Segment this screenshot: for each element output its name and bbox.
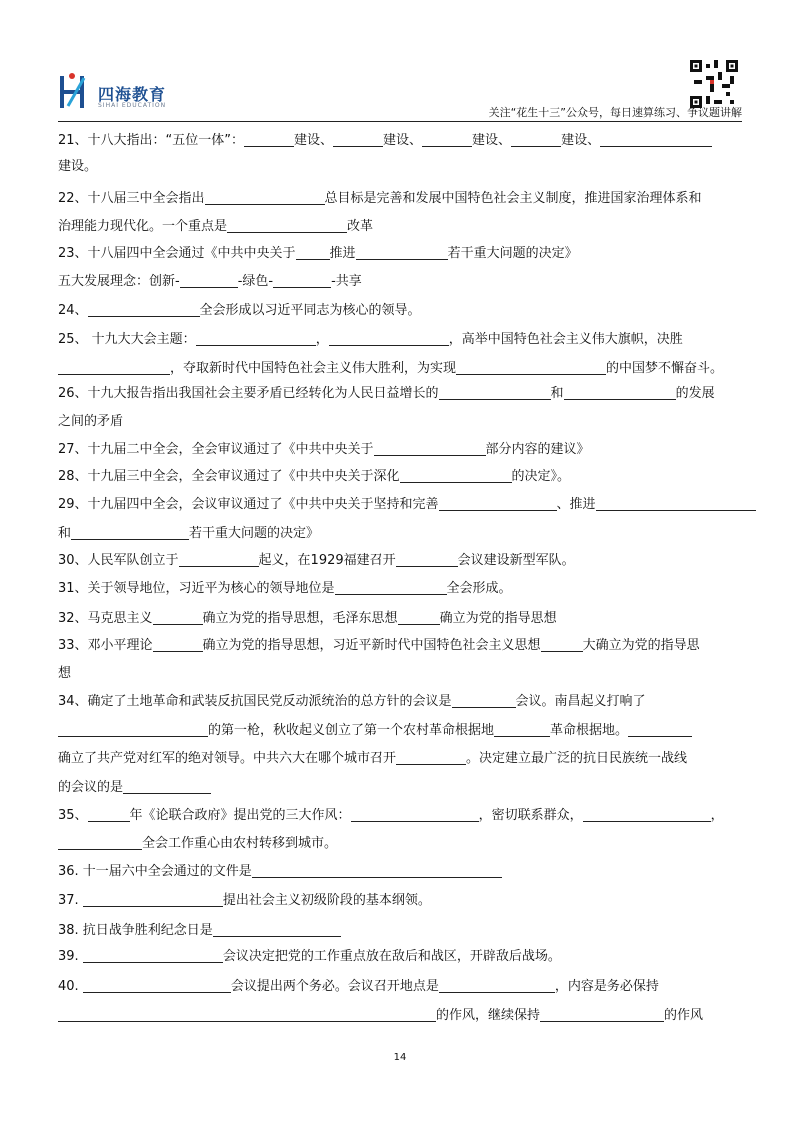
question-text: 29、十九届四中全会，会议审议通过了《中共中央关于坚持和完善: [58, 497, 439, 512]
question-text: 38. 抗日战争胜利纪念日是: [58, 923, 213, 938]
question-text: ，: [315, 332, 329, 347]
answer-blank[interactable]: [541, 636, 583, 652]
question-text: ，高举中国特色社会主义伟大旗帜，决胜: [448, 332, 683, 347]
answer-blank[interactable]: [351, 806, 479, 822]
question-text: 确立为党的指导思想: [439, 611, 557, 626]
question-text: 全会形成以习近平同志为核心的领导。: [199, 303, 421, 318]
question-text: 建设。: [58, 159, 98, 174]
answer-blank[interactable]: [58, 1006, 436, 1022]
question-line: [58, 829, 337, 858]
question-text: 的作风: [664, 1008, 704, 1023]
question-text: 总目标是完善和发展中国特色社会主义制度，推进国家治理体系和: [324, 191, 702, 206]
answer-blank[interactable]: [540, 1006, 664, 1022]
answer-blank[interactable]: [88, 806, 130, 822]
question-text: 年《论联合政府》提出党的三大作风：: [129, 808, 351, 823]
question-line: [58, 126, 712, 155]
question-text: 和: [58, 526, 72, 541]
question-text: 提出社会主义初级阶段的基本纲领。: [222, 893, 431, 908]
question-text: 35、: [58, 808, 88, 823]
question-text: 确立了共产党对红军的绝对领导。中共六大在哪个城市召开: [58, 751, 397, 766]
answer-blank[interactable]: [58, 834, 142, 850]
answer-blank[interactable]: [335, 579, 447, 595]
company-logo: [58, 72, 198, 112]
question-text: 36. 十一届六中全会通过的文件是: [58, 864, 252, 879]
answer-blank[interactable]: [296, 244, 330, 260]
page-number: 14: [393, 1052, 407, 1063]
answer-blank[interactable]: [439, 384, 551, 400]
question-text: 建设、: [383, 133, 423, 148]
question-text: 的决定》。: [511, 469, 571, 484]
answer-blank[interactable]: [396, 551, 458, 567]
question-text: 22、十八届三中全会指出: [58, 191, 205, 206]
question-text: 28、十九届三中全会，全会审议通过了《中共中央关于深化: [58, 469, 400, 484]
question-text: 大确立为党的指导思: [582, 638, 700, 653]
answer-blank[interactable]: [329, 330, 449, 346]
question-line: [58, 801, 724, 830]
question-text: 26、十九大报告指出我国社会主要矛盾已经转化为人民日益增长的: [58, 386, 439, 401]
question-text: 全会工作重心由农村转移到城市。: [142, 836, 338, 851]
question-text: 全会形成。: [446, 581, 512, 596]
question-text: ，: [710, 808, 724, 823]
question-text: -绿色-: [237, 274, 274, 289]
question-text: 27、十九届二中全会，全会审议通过了《中共中央关于: [58, 442, 374, 457]
question-line: [58, 546, 575, 575]
question-text: ，夺取新时代中国特色社会主义伟大胜利，为实现: [170, 361, 457, 376]
answer-blank[interactable]: [58, 359, 170, 375]
question-line: [58, 212, 373, 241]
question-text: 建设、: [561, 133, 601, 148]
answer-blank[interactable]: [422, 131, 472, 147]
answer-blank[interactable]: [71, 524, 189, 540]
header-divider: [58, 121, 742, 122]
question-line: [58, 184, 702, 213]
question-text: 会议决定把党的工作重点放在敌后和战区，开辟敌后战场。: [222, 949, 561, 964]
logo-mark-icon: [58, 72, 94, 112]
answer-blank[interactable]: [83, 947, 223, 963]
page-header: [58, 0, 742, 126]
question-text: 的作风，继续保持: [436, 1008, 541, 1023]
answer-blank[interactable]: [456, 359, 606, 375]
question-line: [58, 687, 646, 716]
answer-blank[interactable]: [205, 189, 325, 205]
question-line: [58, 490, 756, 519]
question-line: [58, 744, 687, 773]
answer-blank[interactable]: [596, 495, 756, 511]
answer-blank[interactable]: [123, 778, 211, 794]
question-line: [58, 631, 700, 660]
question-text: 若干重大问题的决定》: [447, 246, 578, 261]
question-line: [58, 407, 123, 436]
question-line: [58, 267, 362, 296]
answer-blank[interactable]: [227, 217, 347, 233]
answer-blank[interactable]: [564, 384, 676, 400]
question-text: 部分内容的建议》: [485, 442, 590, 457]
question-text: 治理能力现代化。一个重点是: [58, 219, 228, 234]
question-text: 、推进: [556, 497, 596, 512]
question-line: [58, 916, 341, 945]
question-text: 革命根据地。: [550, 723, 629, 738]
answer-blank[interactable]: [213, 921, 341, 937]
question-line: [58, 1001, 703, 1030]
question-line: [58, 152, 97, 181]
question-text: 37.: [58, 893, 83, 908]
question-text: 31、关于领导地位，习近平为核心的领导地位是: [58, 581, 335, 596]
question-text: 32、马克思主义: [58, 611, 153, 626]
question-text: 的发展: [675, 386, 715, 401]
question-text: 39.: [58, 949, 83, 964]
answer-blank[interactable]: [374, 440, 486, 456]
answer-blank[interactable]: [252, 862, 502, 878]
question-text: 的中国梦不懈奋斗。: [606, 361, 724, 376]
answer-blank[interactable]: [244, 131, 294, 147]
answer-blank[interactable]: [153, 636, 203, 652]
answer-blank[interactable]: [273, 272, 331, 288]
question-text: 24、: [58, 303, 88, 318]
question-text: 25、 十九大大会主题：: [58, 332, 196, 347]
question-line: [58, 325, 683, 354]
answer-blank[interactable]: [439, 495, 557, 511]
question-line: [58, 716, 692, 745]
question-line: [58, 604, 557, 633]
question-line: [58, 886, 431, 915]
answer-blank[interactable]: [398, 609, 440, 625]
question-text: 30、人民军队创立于: [58, 553, 179, 568]
question-text: 之间的矛盾: [58, 414, 124, 429]
answer-blank[interactable]: [452, 692, 516, 708]
question-text: ，内容是务必保持: [554, 979, 659, 994]
answer-blank[interactable]: [400, 467, 512, 483]
question-text: 的会议的是: [58, 780, 124, 795]
question-line: [58, 773, 211, 802]
logo-subtext: SIHAI EDUCATION: [98, 102, 167, 109]
question-text: ，密切联系群众，: [478, 808, 583, 823]
answer-blank[interactable]: [180, 272, 238, 288]
answer-blank[interactable]: [88, 301, 200, 317]
question-text: 23、十八届四中全会通过《中共中央关于: [58, 246, 296, 261]
question-text: 想: [58, 666, 72, 681]
question-text: 。决定建立最广泛的抗日民族统一战线: [466, 751, 688, 766]
question-line: [58, 857, 502, 886]
question-line: [58, 942, 561, 971]
question-text: 建设、: [472, 133, 512, 148]
question-text: 和: [550, 386, 564, 401]
question-text: 会议。南昌起义打响了: [515, 694, 646, 709]
question-line: [58, 379, 715, 408]
answer-blank[interactable]: [511, 131, 561, 147]
answer-blank[interactable]: [179, 551, 259, 567]
question-line: [58, 435, 590, 464]
answer-blank[interactable]: [628, 721, 692, 737]
question-text: 34、确定了土地革命和武装反抗国民党反动派统治的总方针的会议是: [58, 694, 452, 709]
answer-blank[interactable]: [333, 131, 383, 147]
question-text: -共享: [331, 274, 362, 289]
question-text: 40.: [58, 979, 83, 994]
question-text: 的第一枪，秋收起义创立了第一个农村革命根据地: [208, 723, 495, 738]
qr-code-icon: [690, 60, 738, 108]
answer-blank[interactable]: [153, 609, 203, 625]
answer-blank[interactable]: [356, 244, 448, 260]
question-text: 建设、: [294, 133, 334, 148]
question-text: 推进: [329, 246, 356, 261]
question-text: 改革: [347, 219, 374, 234]
question-line: [58, 659, 71, 688]
answer-blank[interactable]: [600, 131, 712, 147]
answer-blank[interactable]: [494, 721, 550, 737]
answer-blank[interactable]: [83, 977, 231, 993]
answer-blank[interactable]: [83, 891, 223, 907]
answer-blank[interactable]: [196, 330, 316, 346]
question-text: 会议建设新型军队。: [457, 553, 575, 568]
question-text: 起义，在1929福建召开: [258, 553, 396, 568]
question-line: [58, 972, 659, 1001]
answer-blank[interactable]: [439, 977, 555, 993]
answer-blank[interactable]: [583, 806, 711, 822]
question-line: [58, 296, 421, 325]
question-text: 五大发展理念：创新-: [58, 274, 180, 289]
question-line: [58, 519, 319, 548]
logo-text: 四海教育: [98, 85, 167, 104]
question-line: [58, 574, 512, 603]
answer-blank[interactable]: [58, 721, 208, 737]
header-tagline: 关注“花生十三”公众号，每日速算练习、争议题讲解: [488, 106, 742, 119]
question-text: 若干重大问题的决定》: [189, 526, 320, 541]
question-text: 21、十八大指出：“五位一体”：: [58, 133, 245, 148]
question-text: 确立为党的指导思想，习近平新时代中国特色社会主义思想: [202, 638, 541, 653]
question-text: 确立为党的指导思想，毛泽东思想: [202, 611, 398, 626]
question-line: [58, 239, 578, 268]
question-text: 33、邓小平理论: [58, 638, 153, 653]
question-line: [58, 462, 570, 491]
question-text: 会议提出两个务必。会议召开地点是: [230, 979, 439, 994]
answer-blank[interactable]: [396, 749, 466, 765]
